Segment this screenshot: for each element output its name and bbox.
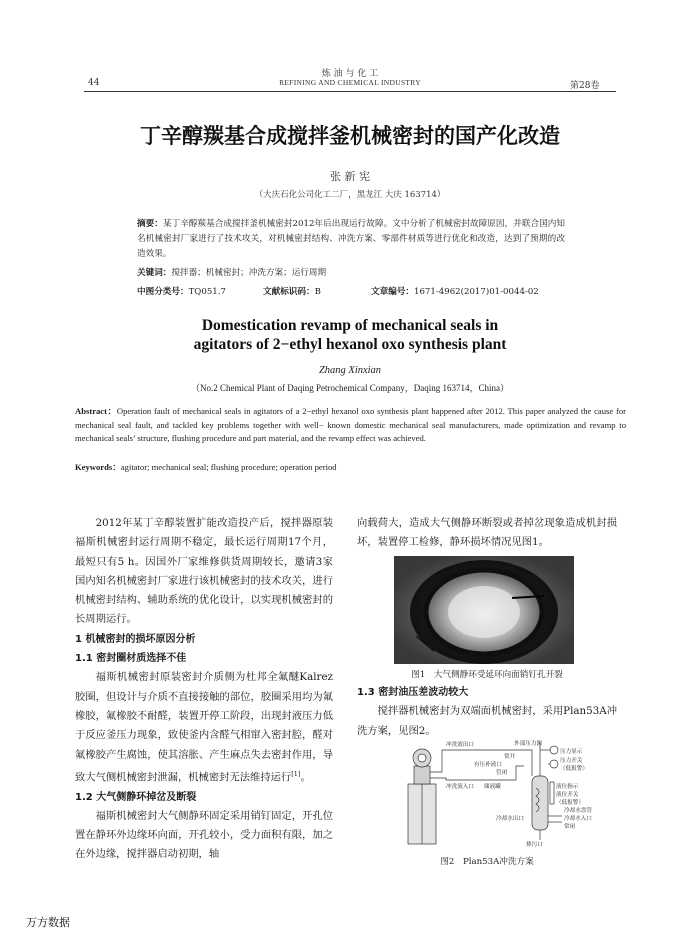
clc-field bbox=[137, 285, 226, 297]
abstract-en bbox=[75, 405, 626, 446]
figure-1-caption: 图1 大气侧静环受延环向面销钉孔开裂 bbox=[411, 670, 563, 680]
label-pressure-switch: 压力开关 bbox=[560, 758, 583, 764]
section-1-1-heading: 1.1 密封圈材质选择不佳 bbox=[75, 653, 187, 665]
body-right-column bbox=[357, 514, 617, 553]
article-title-en bbox=[0, 316, 700, 354]
watermark: 万方数据 bbox=[26, 916, 70, 929]
articleno-label: 文章编号： bbox=[371, 287, 414, 297]
articleno-value: 1671-4962(2017)01-0044-02 bbox=[413, 287, 539, 297]
label-pressure-display: 压力显示 bbox=[560, 749, 583, 755]
abstract-zh-text: 某丁辛醇羰基合成搅拌釜机械密封2012年后出现运行故障。文中分析了机械密封故障原因，并联合国内知名机械密封厂家进行了技术攻关，对机械密封结构、冲洗方案、零部件材质等进行优化和改造，达到了预期的改造效果。 bbox=[137, 219, 565, 259]
label-normally-closed: 常闭 bbox=[564, 824, 576, 830]
section-1-heading: 1 机械密封的损坏原因分析 bbox=[75, 633, 196, 645]
label-flush-in: 冲洗液入口 bbox=[446, 784, 474, 790]
section-1-2-continued: 向载荷大，造成大气侧静环断裂或者掉岔现象造成机封损坏，装置停工检修，静环损坏情况见图1。 bbox=[357, 517, 617, 549]
label-cool-in: 冷却水入口 bbox=[564, 816, 592, 822]
body-left-column bbox=[75, 514, 333, 865]
keywords-zh-label: 关键词： bbox=[137, 268, 172, 278]
reference-1[interactable]: [1] bbox=[291, 769, 301, 778]
label-level-display: 液位指示 bbox=[556, 784, 579, 790]
label-flush-out: 冲洗液出口 bbox=[446, 742, 474, 748]
doccode-field bbox=[263, 285, 321, 297]
journal-name-zh: 炼 油 与 化 工 bbox=[321, 69, 379, 79]
label-reservoir: 储液罐 bbox=[484, 784, 501, 790]
section-1-2-heading: 1.2 大气侧静环掉岔及断裂 bbox=[75, 791, 197, 803]
keywords-en-text: agitator; mechanical seal; flushing procedure; operation period bbox=[120, 462, 337, 472]
abstract-zh-label: 摘要： bbox=[137, 219, 163, 229]
body-right-column-continued bbox=[357, 683, 617, 741]
author-en: Zhang Xinxian bbox=[318, 365, 382, 376]
doccode-label: 文献标识码： bbox=[263, 287, 315, 297]
title-en-line1: Domestication revamp of mechanical seals in bbox=[201, 317, 499, 334]
label-normally-open: 常开 bbox=[504, 754, 516, 760]
author-zh: 张 新 宪 bbox=[330, 170, 370, 183]
section-1-1-text: 福斯机械密封原装密封介质侧为杜邦全氟醚Kalrez胶圈，但设计与介质不直接接触的部位，胶圈采用均为氟橡胶，氟橡胶不耐醛，装置开停工阶段，出现封液压力低于反应釜压力现象，致使釜内含醛气相窜入密封腔，醛对氟橡胶产生腐蚀，使其溶胀、产生麻点失去密封作用，导致大气侧机械密封泄漏，机械密封无法维持运行 bbox=[75, 671, 333, 784]
article-title-zh: 丁辛醇羰基合成搅拌釜机械密封的国产化改造 bbox=[140, 124, 560, 148]
section-1-2-paragraph: 福斯机械密封大气侧静环固定采用销钉固定，开孔位置在静环外边缘环向面，开孔较小，受力面积有限，加之在外边缘，搅拌器启动初期，轴 bbox=[75, 809, 333, 861]
label-level-switch: 液位开关 bbox=[556, 792, 579, 798]
label-ext-pressure: 外部压力源 bbox=[514, 741, 542, 747]
keywords-zh bbox=[137, 266, 565, 278]
keywords-zh-text: 搅拌器；机械密封；冲洗方案；运行周期 bbox=[171, 268, 327, 278]
clc-value: TQ051.7 bbox=[188, 287, 226, 297]
label-low-alarm-2: （低报警） bbox=[556, 800, 584, 806]
page-number: 44 bbox=[88, 78, 100, 88]
journal-name-en: REFINING AND CHEMICAL INDUSTRY bbox=[279, 78, 421, 87]
clc-label: 中图分类号： bbox=[137, 287, 189, 297]
figure-1-photo bbox=[394, 556, 574, 664]
label-refill-inlet: 有压补液口 bbox=[474, 762, 502, 768]
section-1-3-heading: 1.3 密封油压差波动较大 bbox=[357, 687, 469, 698]
title-en-line2: agitators of 2−ethyl hexanol oxo synthesis plant bbox=[193, 336, 507, 353]
label-drain: 排污口 bbox=[526, 842, 543, 848]
section-1-3-paragraph: 搅拌器机械密封为双端面机械密封，采用Plan53A冲洗方案，见图2。 bbox=[357, 705, 617, 737]
figure-2-diagram bbox=[406, 736, 616, 850]
intro-paragraph: 2012年某丁辛醇装置扩能改造投产后，搅拌器原装福斯机械密封运行周期不稳定，最长运行周期17个月，最短只有5 h。因国外厂家维修供货周期较长，邀请3家国内知名机械密封厂家进行该机械密封的技术攻关，进行机械密封结构、辅助系统的优化设计，以实现机械密封的长周期运行。 bbox=[75, 517, 333, 626]
section-1-1-paragraph bbox=[75, 668, 333, 787]
abstract-zh bbox=[137, 217, 565, 262]
articleno-field bbox=[371, 285, 539, 297]
keywords-en-label: Keywords： bbox=[75, 462, 121, 472]
affiliation-zh: （大庆石化公司化工二厂，黑龙江 大庆 163714） bbox=[254, 190, 446, 200]
label-low-alarm: （低报警） bbox=[560, 766, 588, 772]
volume-label: 第28卷 bbox=[570, 81, 600, 91]
label-pipe-valve: 管闭 bbox=[496, 770, 508, 776]
keywords-en bbox=[75, 461, 626, 473]
abstract-en-label: Abstract： bbox=[75, 406, 117, 416]
label-cool-coil: 冷却水盘管 bbox=[564, 808, 592, 814]
figure-2-caption: 图2 Plan53A冲洗方案 bbox=[440, 857, 534, 867]
section-1-1-end: 。 bbox=[300, 771, 311, 784]
header-rule bbox=[84, 91, 616, 92]
label-cool-out: 冷却水出口 bbox=[496, 816, 524, 822]
doccode-value: B bbox=[314, 287, 321, 297]
affiliation-en: （No.2 Chemical Plant of Daqing Petrochemical Company，Daqing 163714，China） bbox=[191, 383, 509, 393]
abstract-en-text: Operation fault of mechanical seals in agitators of a 2−ethyl hexanol oxo synthesis plant happened after 2012. This paper analyzed the cause for mechanical seal fault, and tackled key problems together with well− known domestic mechanical seal manufacturers, made optimization and revamp to mechanical seals’ structure, flushing procedure and part material, and the revamp effect was achieved. bbox=[75, 406, 626, 444]
